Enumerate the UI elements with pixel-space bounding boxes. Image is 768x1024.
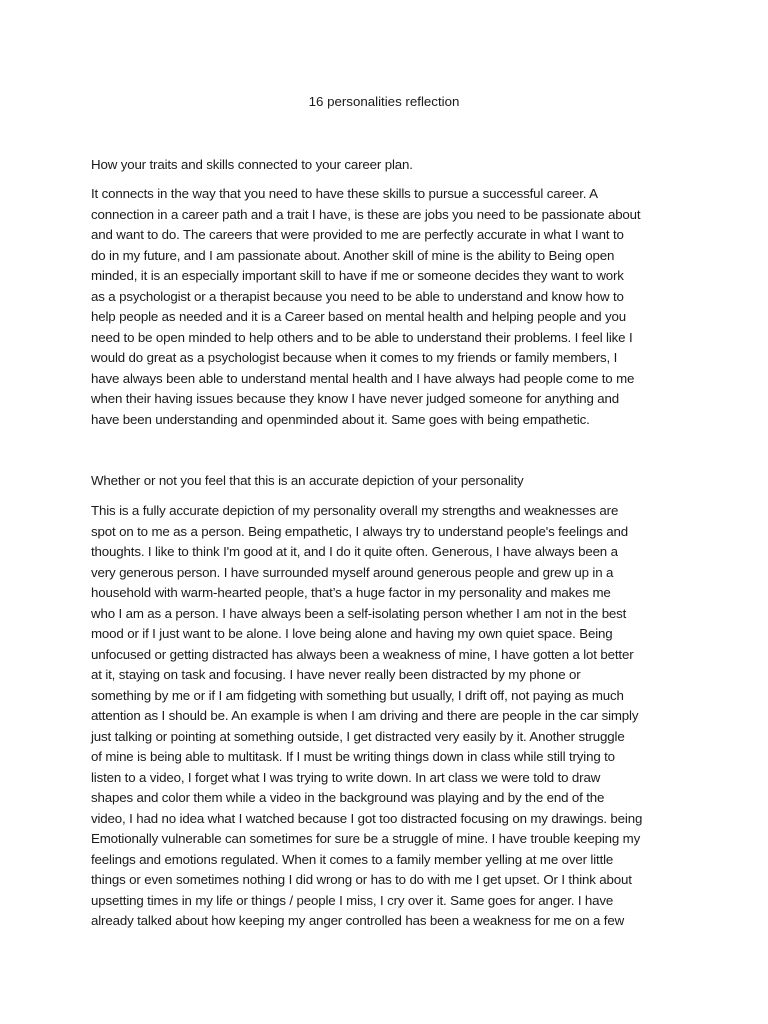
paragraph-line: upsetting times in my life or things / people I miss, I cry over it. Same goes for anger. I have [91, 892, 614, 908]
section-heading-career: How your traits and skills connected to your career plan. [91, 157, 413, 172]
paragraph-line: unfocused or getting distracted has always been a weakness of mine, I have gotten a lot better [91, 646, 634, 662]
paragraph-line: as a psychologist or a therapist because you need to be able to understand and know how to [91, 288, 624, 304]
paragraph-line: when their having issues because they know I have never judged someone for anything and [91, 391, 620, 406]
paragraph-line: This is a fully accurate depiction of my personality overall my strengths and weaknesses are [91, 503, 619, 518]
paragraph-line: minded, it is an especially important skill to have if me or someone decides they want to work [91, 268, 624, 283]
paragraph-line: things or even sometimes nothing I did wrong or has to do with me I get upset. Or I think about [91, 872, 632, 887]
document-title: 16 personalities reflection [308, 94, 460, 109]
paragraph-line: very generous person. I have surrounded myself around generous people and grew up in a [91, 564, 614, 580]
paragraph-line: already talked about how keeping my anger controlled has been a weakness for me on a few [91, 913, 625, 928]
paragraph-line: need to be open minded to help others and to be able to understand their problems. I feel like I [91, 329, 633, 345]
paragraph-line: just talking or pointing at something outside, I get distracted very easily by it. Another struggle [91, 728, 625, 744]
paragraph-line: shapes and color them while a video in the background was playing and by the end of the [91, 790, 605, 805]
paragraph-line: something by me or if I am fidgeting with something but usually, I drift off, not paying as much [91, 687, 624, 703]
paragraph-line: listen to a video, I forget what I was trying to write down. In art class we were told to draw [91, 769, 601, 785]
paragraph-line: have always been able to understand mental health and I have always had people come to me [91, 370, 635, 386]
paragraph-line: spot on to me as a person. Being empathetic, I always try to understand people's feelings and [91, 523, 629, 539]
paragraph-line: Emotionally vulnerable can sometimes for sure be a struggle of mine. I have trouble keeping my [91, 831, 641, 846]
paragraph-line: have been understanding and openminded about it. Same goes with being empathetic. [91, 411, 590, 427]
paragraph-line: connection in a career path and a trait I have, is these are jobs you need to be passionate about [91, 206, 641, 222]
section-heading-personality: Whether or not you feel that this is an accurate depiction of your personality [91, 473, 524, 488]
paragraph-line: and want to do. The careers that were provided to me are perfectly accurate in what I want to [91, 227, 624, 242]
paragraph-line: at it, staying on task and focusing. I have never really been distracted by my phone or [91, 667, 581, 682]
paragraph-line: who I am as a person. I have always been a self-isolating person whether I am not in the best [91, 605, 627, 621]
paragraph-line: help people as needed and it is a Career based on mental health and helping people and you [91, 309, 627, 324]
paragraph-line: video, I had no idea what I watched because I got too distracted focusing on my drawings. being [91, 810, 643, 826]
paragraph-line: of mine is being able to multitask. If I must be writing things down in class while still trying to [91, 749, 615, 764]
section-paragraph-personality [91, 501, 687, 932]
paragraph-line: mood or if I just want to be alone. I love being alone and having my own quiet space. Being [91, 626, 613, 641]
paragraph-line: attention as I should be. An example is when I am driving and there are people in the car simply [91, 708, 639, 723]
paragraph-line: It connects in the way that you need to have these skills to pursue a successful career. A [91, 186, 598, 201]
paragraph-line: would do great as a psychologist because when it comes to my friends or family members, I [91, 350, 618, 365]
paragraph-line: thoughts. I like to think I'm good at it, and I do it quite often. Generous, I have always been a [91, 544, 618, 559]
paragraph-line: household with warm-hearted people, that’s a huge factor in my personality and makes me [91, 585, 611, 600]
paragraph-line: feelings and emotions regulated. When it comes to a family member yelling at me over little [91, 851, 614, 867]
paragraph-line: do in my future, and I am passionate about. Another skill of mine is the ability to Being open [91, 247, 615, 263]
section-paragraph-career [91, 184, 687, 430]
